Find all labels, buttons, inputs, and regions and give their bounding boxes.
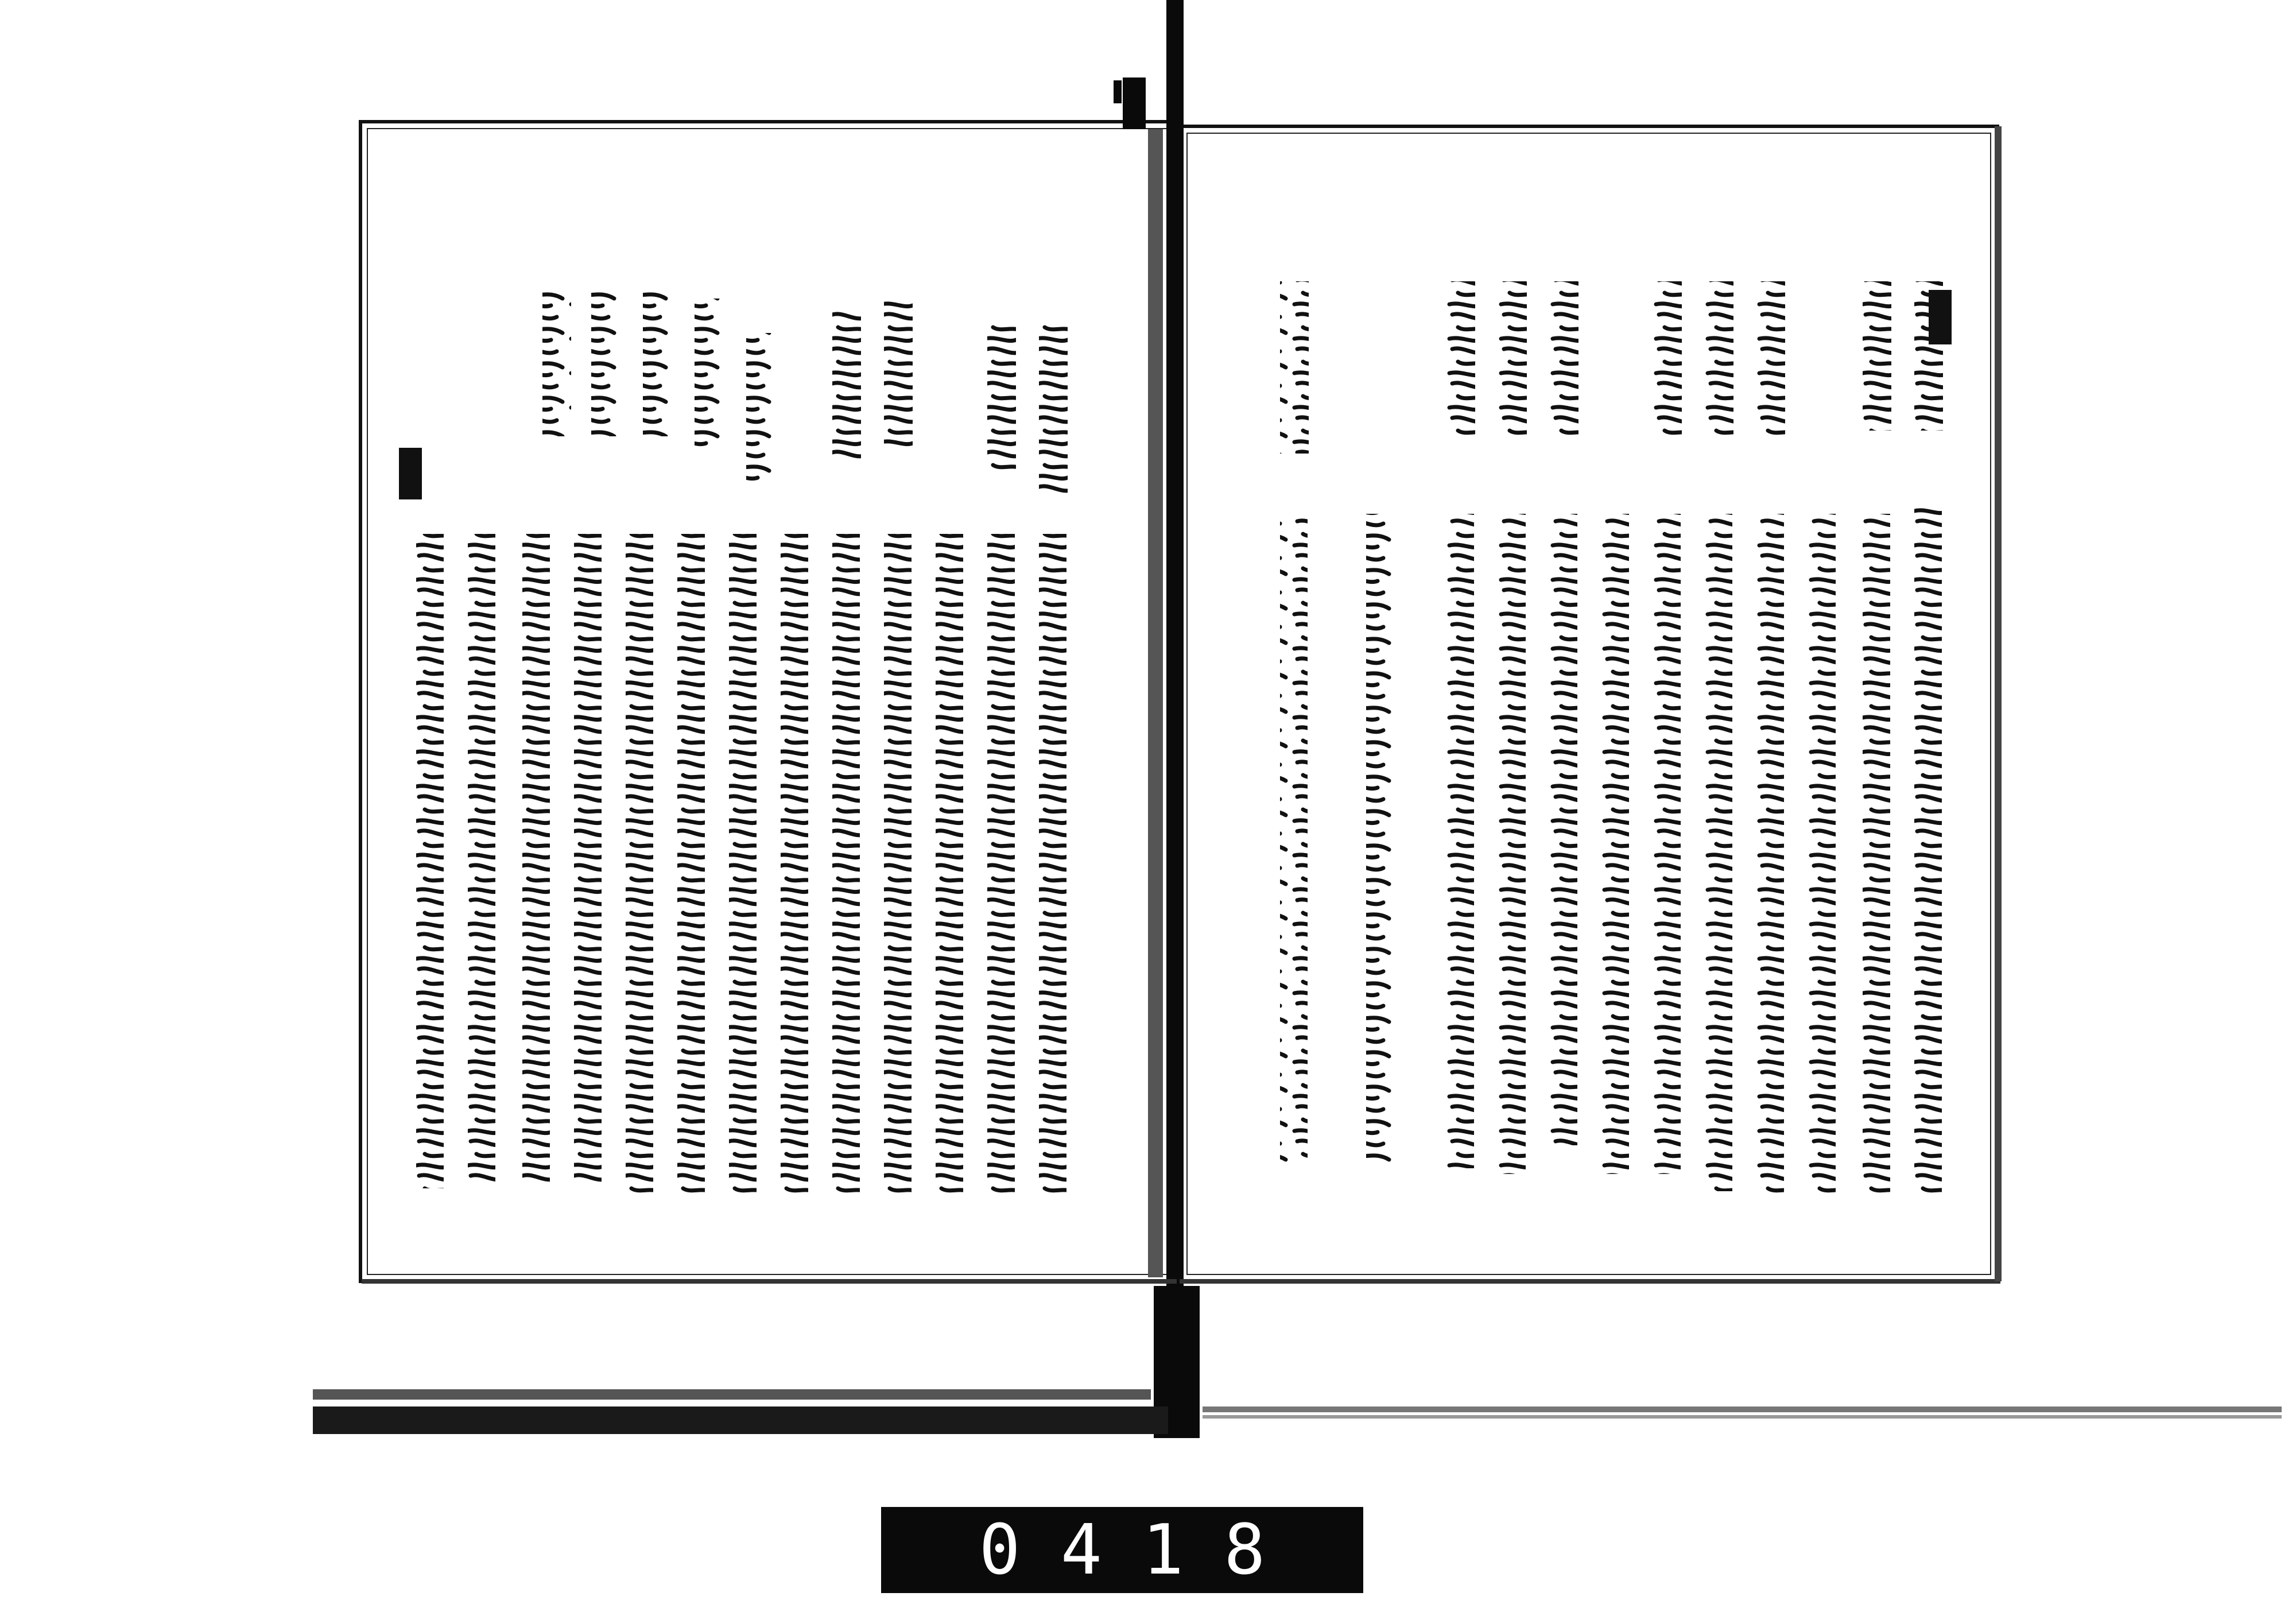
page-number: 0418 — [979, 1510, 1306, 1590]
header-numeral — [0, 0, 1, 1]
